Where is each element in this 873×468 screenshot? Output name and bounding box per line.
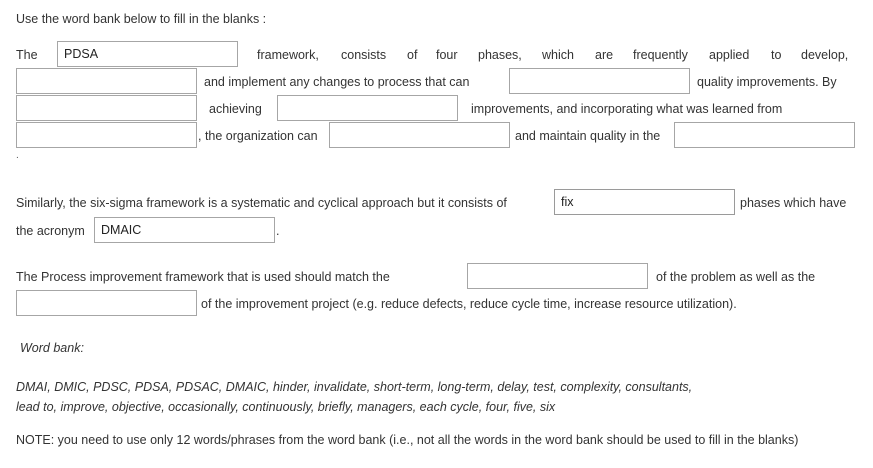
word-bank-line-1: DMAI, DMIC, PDSC, PDSA, PDSAC, DMAIC, hinder, invalidate, short-term, long-term, delay, test, complexity, consultants,	[16, 380, 693, 394]
p1-line2-text: and implement any changes to process that can	[204, 75, 470, 89]
blank-project-input[interactable]	[16, 290, 197, 316]
blank-2-input[interactable]	[16, 68, 197, 94]
instruction-text: Use the word bank below to fill in the blanks :	[16, 12, 267, 26]
p1-frag7: are	[595, 48, 614, 62]
p1-line4-text: , the organization can	[198, 129, 318, 143]
blank-4-input[interactable]	[16, 95, 197, 121]
word-bank-title: Word bank:	[20, 341, 84, 355]
p1-frag10: to	[771, 48, 782, 62]
blank-6-input[interactable]	[16, 122, 197, 148]
p1-frag1: framework,	[257, 48, 319, 62]
p1-line4-end: and maintain quality in the	[515, 129, 661, 143]
p3-line1-end: of the problem as well as the	[656, 270, 816, 284]
blank-3-input[interactable]	[509, 68, 690, 94]
blank-acronym-input[interactable]: DMAIC	[94, 217, 275, 243]
blank-8-input[interactable]	[674, 122, 855, 148]
blank-5-input[interactable]	[277, 95, 458, 121]
blank-7-input[interactable]	[329, 122, 510, 148]
p1-line3-text: achieving	[209, 102, 262, 116]
note-text: NOTE: you need to use only 12 words/phrases from the word bank (i.e., not all the words in the word bank should be used to fill in the blanks)	[16, 433, 799, 447]
p3-line1-text: The Process improvement framework that is used should match the	[16, 270, 390, 284]
p1-frag8: frequently	[633, 48, 688, 62]
p2-line1-end: phases which have	[740, 196, 847, 210]
blank-1-input[interactable]: PDSA	[57, 41, 238, 67]
p2-period: .	[276, 224, 280, 238]
stray-period: .	[16, 150, 19, 161]
p1-the: The	[16, 48, 38, 62]
p1-frag9: applied	[709, 48, 750, 62]
p1-frag5: phases,	[478, 48, 522, 62]
p1-frag6: which	[542, 48, 574, 62]
blank-phases-input[interactable]: fix	[554, 189, 735, 215]
p3-line2-text: of the improvement project (e.g. reduce defects, reduce cycle time, increase resource utilization).	[201, 297, 737, 311]
p1-frag2: consists	[341, 48, 387, 62]
word-bank-line-2: lead to, improve, objective, occasionally, continuously, briefly, managers, each cycle, four, five, six	[16, 400, 556, 414]
p1-frag3: of	[407, 48, 418, 62]
p1-line3-end: improvements, and incorporating what was learned from	[471, 102, 783, 116]
p1-line2-end: quality improvements. By	[697, 75, 837, 89]
p2-line2-text: the acronym	[16, 224, 85, 238]
p1-frag4: four	[436, 48, 458, 62]
blank-match-input[interactable]	[467, 263, 648, 289]
p2-line1-text: Similarly, the six-sigma framework is a systematic and cyclical approach but it consists of	[16, 196, 507, 210]
p1-frag11: develop,	[801, 48, 849, 62]
